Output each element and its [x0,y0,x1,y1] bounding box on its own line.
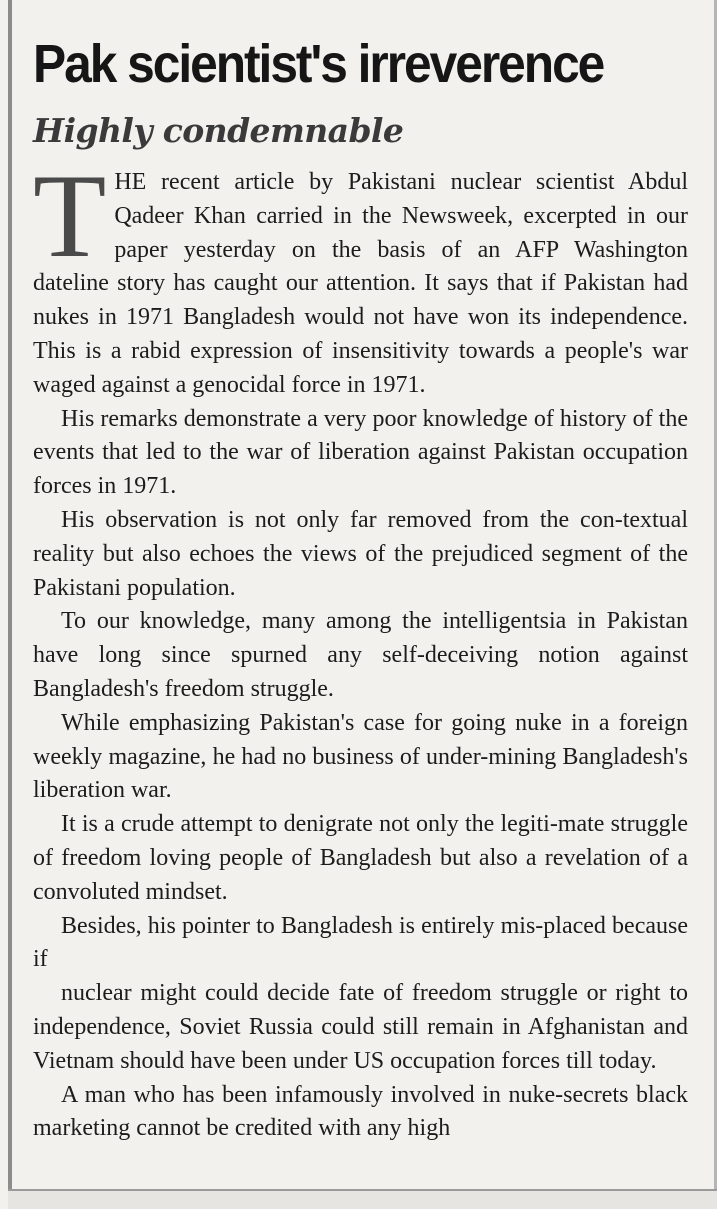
article-paragraph-6: It is a crude attempt to denigrate not only the legiti-mate struggle of freedom loving people of Bangladesh but also a revelation of a convoluted mindset. [33,811,688,905]
drop-cap: T [33,149,105,282]
article-body [33,149,688,1146]
article-paragraph-2: His remarks demonstrate a very poor knowledge of history of the events that led to the war of liberation against Pakistan occupation forces in 1971. [33,405,688,500]
article-paragraph-1 [33,149,688,403]
paragraph-text: HE recent article by Pakistani nuclear scientist Abdul Qadeer Khan carried in the Newsweek, excerpted in our paper yesterday on the basis of an AFP Washington dateline story has caught our attention. It says that if Pakistan had nukes in 1971 Bangladesh would not have won its independence. This is a rabid expression of insensitivity towards a people's war waged against a genocidal force in 1971. [33,169,688,398]
subheadline: Highly condemnable [33,111,404,150]
article-paragraph-3: His observation is not only far removed from the con-textual reality but also echoes the views of the prejudiced segment of the Pakistani population. [33,506,688,601]
headline: Pak scientist's irreverence [33,34,604,94]
article-paragraph-4: To our knowledge, many among the intelligentsia in Pakistan have long since spurned any self-deceiving notion against Bangladesh's freedom struggle. [33,608,688,702]
article-paragraph-5: While emphasizing Pakistan's case for going nuke in a foreign weekly magazine, he had no business of under-mining Bangladesh's liberation war. [33,709,688,804]
left-column-rule [8,0,12,1209]
article-paragraph-7: Besides, his pointer to Bangladesh is entirely mis-placed because if [33,912,688,973]
bottom-margin [8,1189,717,1209]
article-paragraph-9: A man who has been infamously involved in nuke-secrets black marketing cannot be credited with any high [33,1081,688,1142]
article-paragraph-8: nuclear might could decide fate of freedom struggle or right to independence, Soviet Russia could still remain in Afghanistan and Vietnam should have been under US occupation forces till today. [33,980,688,1074]
